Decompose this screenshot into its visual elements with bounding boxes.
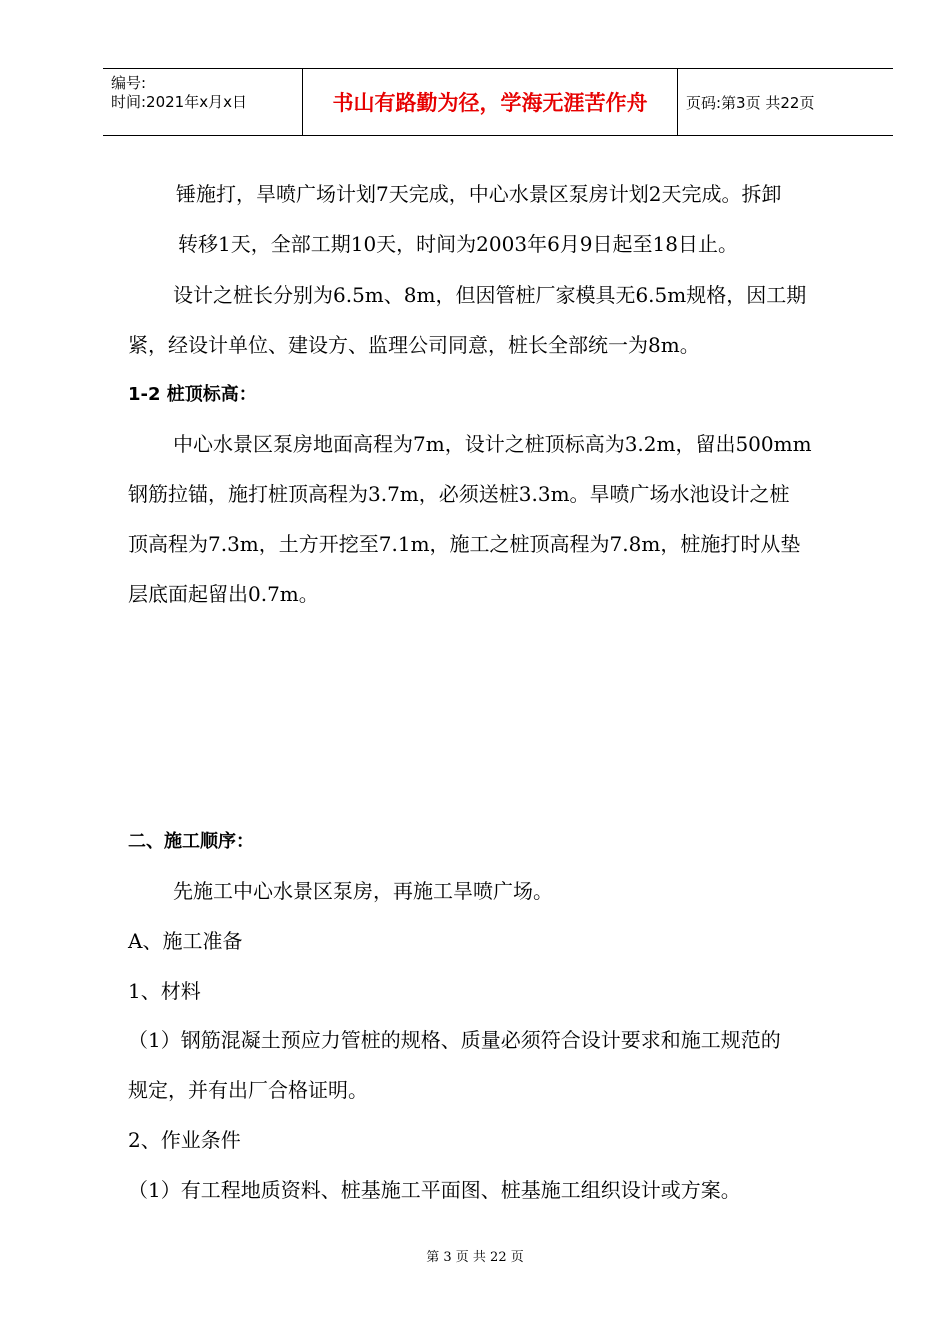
time-label: 时间:2021年x月x日 xyxy=(111,93,247,111)
header-page-code: 页码:第3页 共22页 xyxy=(686,93,815,112)
body-line-10: A、施工准备 xyxy=(128,929,243,953)
body-line-6: 钢筋拉锚，施打桩顶高程为3.7m，必须送桩3.3m。旱喷广场水池设计之桩 xyxy=(128,482,790,506)
body-line-13: 规定，并有出厂合格证明。 xyxy=(128,1078,368,1102)
body-line-14: 2、作业条件 xyxy=(128,1128,241,1152)
header-motto: 书山有路勤为径，学海无涯苦作舟 xyxy=(303,69,678,135)
section-heading-1-2: 1-2 桩顶标高： xyxy=(128,384,257,405)
page-footer: 第 3 页 共 22 页 xyxy=(426,1250,524,1265)
body-line-8: 层底面起留出0.7m。 xyxy=(128,582,319,606)
body-line-2: 转移1天，全部工期10天，时间为2003年6月9日起至18日止。 xyxy=(178,232,738,256)
number-label: 编号: xyxy=(111,74,147,92)
body-line-4: 紧，经设计单位、建设方、监理公司同意，桩长全部统一为8m。 xyxy=(128,333,700,357)
section-heading-2: 二、施工顺序： xyxy=(128,831,254,852)
body-line-5: 中心水景区泵房地面高程为7m，设计之桩顶标高为3.2m，留出500mm xyxy=(173,432,812,456)
body-line-11: 1、材料 xyxy=(128,979,201,1003)
page-header xyxy=(103,68,893,136)
body-line-15: （1）有工程地质资料、桩基施工平面图、桩基施工组织设计或方案。 xyxy=(128,1178,741,1202)
body-line-1: 锤施打，旱喷广场计划7天完成，中心水景区泵房计划2天完成。拆卸 xyxy=(176,182,782,206)
header-meta xyxy=(103,69,303,135)
body-line-7: 顶高程为7.3m，土方开挖至7.1m，施工之桩顶高程为7.8m，桩施打时从垫 xyxy=(128,532,801,556)
body-line-9: 先施工中心水景区泵房，再施工旱喷广场。 xyxy=(173,879,553,903)
body-line-3: 设计之桩长分别为6.5m、8m，但因管桩厂家模具无6.5m规格，因工期 xyxy=(173,283,807,307)
body-line-12: （1）钢筋混凝土预应力管桩的规格、质量必须符合设计要求和施工规范的 xyxy=(128,1028,781,1052)
